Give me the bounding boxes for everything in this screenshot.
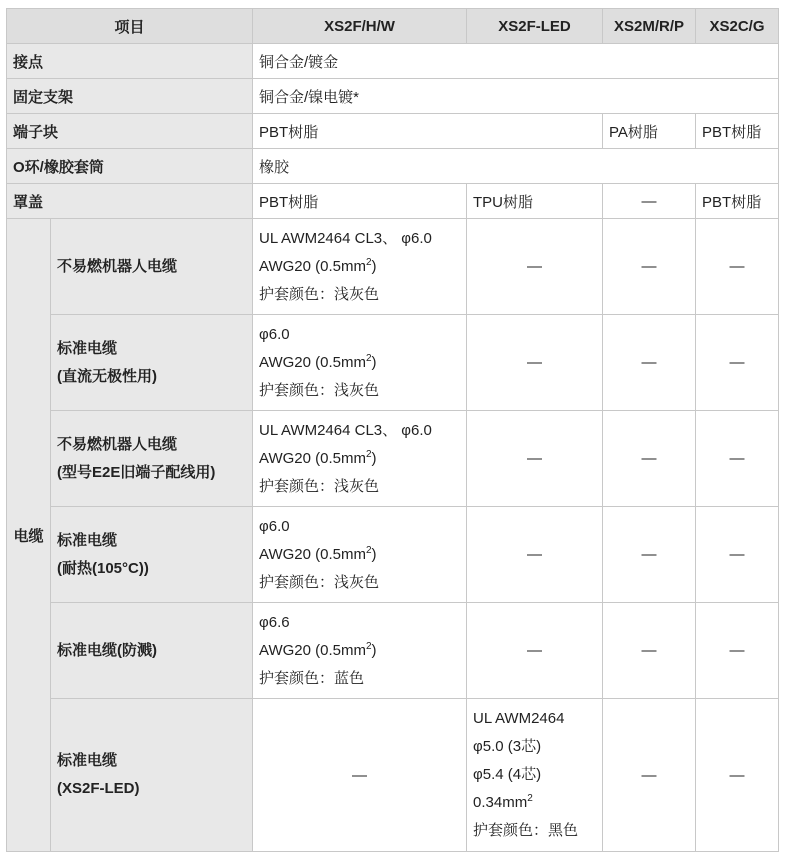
cell-xs2c-g: PBT树脂 — [696, 114, 779, 149]
cable-name: 不易燃机器人电缆 — [57, 435, 178, 453]
spec-line: 护套颜色：蓝色 — [259, 669, 365, 687]
spec-line: AWG20 $(0.5mm^2)$ — [259, 256, 377, 275]
dash-cell: — — [467, 411, 603, 507]
dash-cell: — — [467, 315, 603, 411]
dash-cell: — — [603, 315, 696, 411]
row-value: 铜合金/镍电镀* — [253, 79, 779, 114]
row-label: 端子块 — [7, 114, 253, 149]
spec-line: φ6.0 — [259, 325, 290, 343]
spec-line: AWG20 $(0.5mm^2)$ — [259, 448, 377, 467]
spec-line: 护套颜色：浅灰色 — [259, 477, 380, 495]
row-cable-3 — [7, 411, 779, 507]
header-xs2c-g: XS2C/G — [696, 9, 779, 44]
cable-name: 标准电缆 — [57, 752, 118, 769]
cable-spec — [253, 219, 467, 315]
dash-cell: — — [696, 315, 779, 411]
row-bracket — [7, 79, 779, 114]
cable-name-note: (XS2F-LED) — [57, 780, 140, 797]
header-row — [7, 9, 779, 44]
row-cable-6 — [7, 699, 779, 852]
spec-line: 护套颜色：浅灰色 — [259, 285, 380, 303]
spec-line: 护套颜色：浅灰色 — [259, 381, 380, 399]
spec-line: AWG20 $(0.5mm^2)$ — [259, 640, 377, 659]
header-xs2f-led: XS2F-LED — [467, 9, 603, 44]
cable-spec — [253, 507, 467, 603]
cable-name: 标准电缆 — [57, 531, 118, 549]
spec-line: φ5.0 (3芯) — [473, 738, 542, 755]
dash-cell: — — [603, 219, 696, 315]
cable-spec — [253, 315, 467, 411]
dash-cell: — — [696, 603, 779, 699]
cell-xs2f-h-w-led: PBT树脂 — [253, 114, 603, 149]
row-value: 铜合金/镀金 — [253, 44, 779, 79]
cable-name: 标准电缆 — [57, 339, 118, 357]
cable-name-note: (直流无极性用) — [57, 367, 157, 385]
dash-cell: — — [253, 699, 467, 852]
header-item: 项目 — [7, 9, 253, 44]
cell-xs2m-r-p: PA树脂 — [603, 114, 696, 149]
row-label: 罩盖 — [7, 184, 253, 219]
row-value: 橡胶 — [253, 149, 779, 184]
spec-line: 护套颜色：浅灰色 — [259, 573, 380, 591]
row-cable-5 — [7, 603, 779, 699]
row-oring — [7, 149, 779, 184]
spec-table — [6, 8, 779, 852]
dash-cell: — — [696, 699, 779, 852]
header-xs2m-r-p: XS2M/R/P — [603, 9, 696, 44]
dash-cell: — — [603, 507, 696, 603]
cell-xs2f-h-w: PBT树脂 — [253, 184, 467, 219]
dash-cell: — — [603, 699, 696, 852]
spec-line: UL AWM2464 — [473, 710, 565, 727]
dash-cell: — — [467, 507, 603, 603]
row-label: O环/橡胶套筒 — [7, 149, 253, 184]
cable-type — [51, 699, 253, 852]
row-label: 接点 — [7, 44, 253, 79]
cable-name-note: (型号E2E旧端子配线用) — [57, 463, 216, 481]
dash-cell: — — [696, 507, 779, 603]
cable-spec — [253, 411, 467, 507]
row-cable-1 — [7, 219, 779, 315]
spec-line: UL AWM2464 CL3、 φ6.0 — [259, 229, 432, 247]
spec-line: 护套颜色：黑色 — [473, 822, 579, 839]
dash-cell: — — [696, 411, 779, 507]
cable-name: 不易燃机器人电缆 — [57, 257, 178, 275]
spec-line: UL AWM2464 CL3、 φ6.0 — [259, 421, 432, 439]
dash-cell: — — [603, 603, 696, 699]
cable-name: 标准电缆(防溅) — [57, 641, 157, 659]
spec-line: φ5.4 (4芯) — [473, 766, 542, 783]
cell-xs2f-led: TPU树脂 — [467, 184, 603, 219]
row-contact — [7, 44, 779, 79]
cell-xs2m-r-p: — — [603, 184, 696, 219]
dash-cell: — — [603, 411, 696, 507]
dash-cell: — — [467, 603, 603, 699]
spec-line: AWG20 $(0.5mm^2)$ — [259, 352, 377, 371]
dash-cell: — — [696, 219, 779, 315]
cable-type — [51, 219, 253, 315]
header-xs2f-h-w: XS2F/H/W — [253, 9, 467, 44]
cable-type — [51, 507, 253, 603]
dash-cell: — — [467, 219, 603, 315]
cable-group-label: 电缆 — [7, 219, 51, 852]
row-terminal-block — [7, 114, 779, 149]
cable-type — [51, 411, 253, 507]
row-cover — [7, 184, 779, 219]
row-cable-2 — [7, 315, 779, 411]
cable-name-note: (耐热(105°C)) — [57, 559, 149, 577]
spec-line: $0.34mm^2$ — [473, 793, 533, 811]
spec-line: AWG20 $(0.5mm^2)$ — [259, 544, 377, 563]
cable-spec — [467, 699, 603, 852]
cable-type — [51, 603, 253, 699]
cell-xs2c-g: PBT树脂 — [696, 184, 779, 219]
cable-spec — [253, 603, 467, 699]
cable-type — [51, 315, 253, 411]
row-cable-4 — [7, 507, 779, 603]
spec-line: φ6.6 — [259, 613, 290, 631]
spec-line: φ6.0 — [259, 517, 290, 535]
row-label: 固定支架 — [7, 79, 253, 114]
